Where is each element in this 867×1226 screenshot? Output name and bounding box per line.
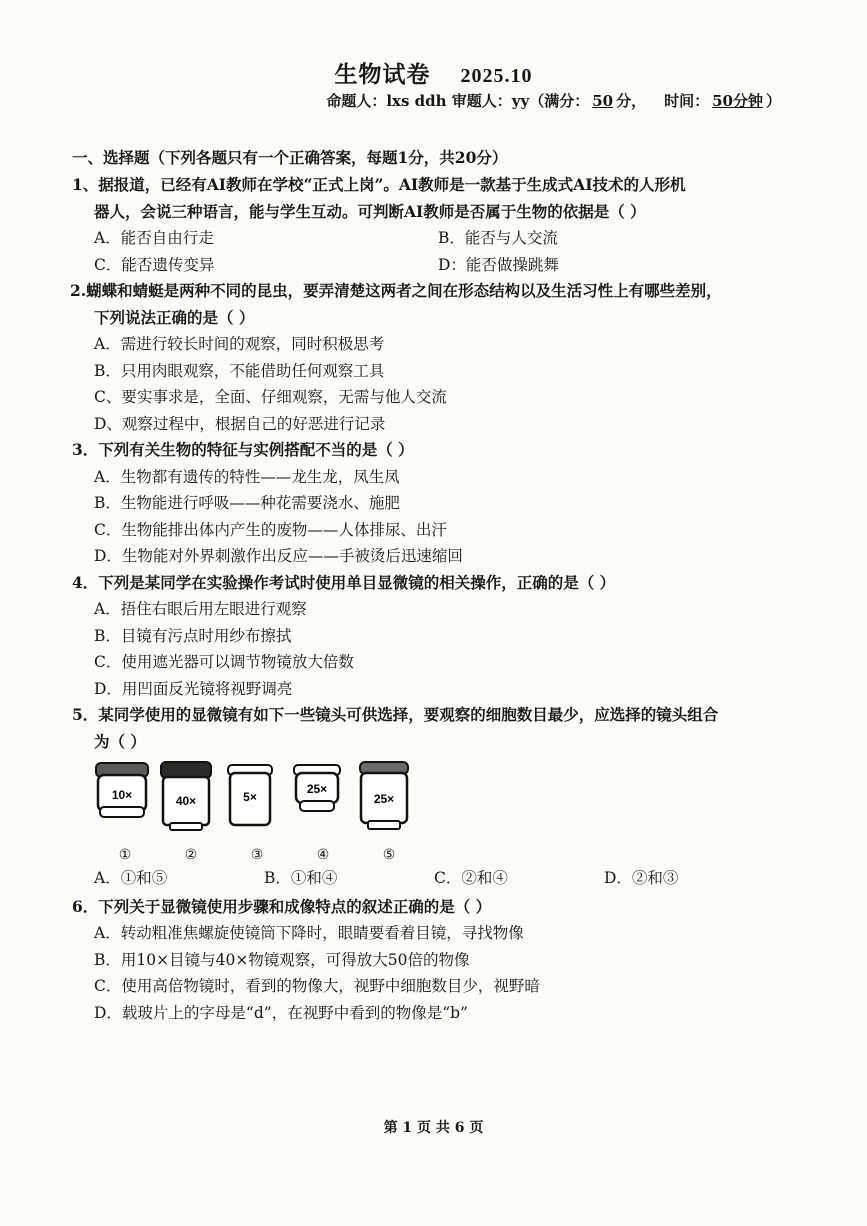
lens-2-label: 40× <box>175 794 197 808</box>
option-b: B．①和④ <box>264 869 338 887</box>
eyepiece-icon <box>224 759 276 835</box>
page-number: 第 1 页 共 6 页 <box>383 1120 484 1136</box>
lens-3 <box>224 759 290 865</box>
question-1-stem-line1: 1、据报道，已经有AI教师在学校“正式上岗”。AI教师是一款基于生成式AI技术的人形机 <box>72 175 686 194</box>
question-2-stem-line2: 下列说法正确的是（ ） <box>94 307 255 327</box>
lens-5 <box>356 759 422 865</box>
score-unit: 分， <box>616 92 647 110</box>
option-c: C．使用遮光器可以调节物镜放大倍数 <box>94 653 354 671</box>
question-5-stem-line1: 5．某同学使用的显微镜有如下一些镜头可供选择，要观察的细胞数目最少，应选择的镜头组合 <box>72 705 719 724</box>
option-a: A．转动粗准焦螺旋使镜筒下降时，眼睛要看着目镜，寻找物像 <box>94 924 524 942</box>
option-b: B．只用肉眼观察，不能借助任何观察工具 <box>94 361 385 380</box>
option-d: D．载玻片上的字母是“d”，在视野中看到的物像是“b” <box>94 1003 468 1022</box>
question-6 <box>72 894 792 1027</box>
lens-3-num: ③ <box>250 847 264 863</box>
meta-close: ） <box>765 92 781 110</box>
question-3-stem-line1: 3．下列有关生物的特征与实例搭配不当的是（ ） <box>72 440 414 459</box>
option-b: B．能否与人交流 <box>438 229 558 247</box>
lens-5-num: ⑤ <box>382 847 396 863</box>
question-3 <box>72 437 792 570</box>
option-b: B．用10×目镜与40×物镜观察，可得放大50倍的物像 <box>94 950 470 969</box>
lens-1 <box>92 759 158 865</box>
question-4-stem-line1: 4．下列是某同学在实验操作考试时使用单目显微镜的相关操作，正确的是（ ） <box>72 572 616 592</box>
option-d: D、观察过程中，根据自己的好恶进行记录 <box>94 414 386 433</box>
option-c: C．生物能排出体内产生的废物——人体排尿、出汗 <box>94 520 447 539</box>
eyepiece-icon <box>290 759 344 835</box>
exam-year: 2025.10 <box>460 65 533 87</box>
title-text: 生物试卷 <box>334 61 431 88</box>
question-2-options <box>72 331 792 437</box>
exam-content <box>72 146 792 1026</box>
lens-2-num: ② <box>184 847 198 863</box>
option-a: A．需进行较长时间的观察，同时积极思考 <box>94 335 385 353</box>
lens-1-num: ① <box>118 847 132 863</box>
option-c: C．使用高倍物镜时，看到的物像大，视野中细胞数目少，视野暗 <box>94 977 540 995</box>
question-1-stem-line2: 器人，会说三种语言，能与学生互动。可判断AI教师是否属于生物的依据是（ ） <box>94 201 646 221</box>
eyepiece-icon <box>92 759 152 835</box>
question-6-stem-line1: 6．下列关于显微镜使用步骤和成像特点的叙述正确的是（ ） <box>72 896 492 916</box>
question-3-options <box>72 464 792 570</box>
question-5 <box>72 702 792 892</box>
lens-4-num: ④ <box>316 847 330 863</box>
exam-meta <box>326 90 781 111</box>
question-4-options <box>72 596 792 702</box>
lens-1-label: 10× <box>111 788 133 802</box>
question-2 <box>72 278 792 437</box>
question-5-stem-line2: 为（ ） <box>94 731 146 751</box>
lens-2 <box>158 759 224 865</box>
question-1-options <box>72 225 792 278</box>
score-value: 50 <box>592 92 614 110</box>
option-b: B．目镜有污点时用纱布擦拭 <box>94 626 292 645</box>
exam-title <box>0 56 867 89</box>
question-6-options <box>72 920 792 1026</box>
lens-5-label: 25× <box>373 792 395 806</box>
option-a: A．捂住右眼后用左眼进行观察 <box>94 600 307 618</box>
option-c: C、要实事求是，全面、仔细观察，无需与他人交流 <box>94 388 447 406</box>
option-d: D：能否做操跳舞 <box>438 255 559 274</box>
option-a: A．①和⑤ <box>94 869 168 887</box>
lens-4 <box>290 759 356 865</box>
question-1 <box>72 172 792 278</box>
lens-figure <box>72 759 792 863</box>
question-2-stem-line1: 2.蝴蝶和蜻蜓是两种不同的昆虫，要弄清楚这两者之间在形态结构以及生活习性上有哪些差别， <box>70 281 722 300</box>
option-b: B．生物能进行呼吸——种花需要浇水、施肥 <box>94 494 400 512</box>
section-title: 一、选择题（下列各题只有一个正确答案，每题1分，共20分） <box>72 148 508 167</box>
time-value: 50分钟 <box>712 92 763 110</box>
question-4 <box>72 570 792 703</box>
option-d: D．生物能对外界刺激作出反应——手被烫后迅速缩回 <box>94 547 463 565</box>
option-a: A．生物都有遗传的特性——龙生龙，凤生凤 <box>94 467 400 486</box>
objective-icon <box>356 759 412 835</box>
option-a: A．能否自由行走 <box>94 229 214 247</box>
objective-icon <box>158 759 214 835</box>
time-label: 时间： <box>664 92 710 110</box>
author-label: 命题人：lxs ddh <box>326 92 447 110</box>
lens-4-label: 25× <box>306 782 328 796</box>
option-d: D．②和③ <box>604 869 679 887</box>
option-d: D．用凹面反光镜将视野调亮 <box>94 679 293 698</box>
reviewer-label: 审题人：yy（满分： <box>451 92 590 110</box>
question-5-options <box>72 865 792 892</box>
lens-3-label: 5× <box>243 790 257 804</box>
option-c: C．能否遗传变异 <box>94 255 215 274</box>
option-c: C．②和④ <box>434 869 508 887</box>
